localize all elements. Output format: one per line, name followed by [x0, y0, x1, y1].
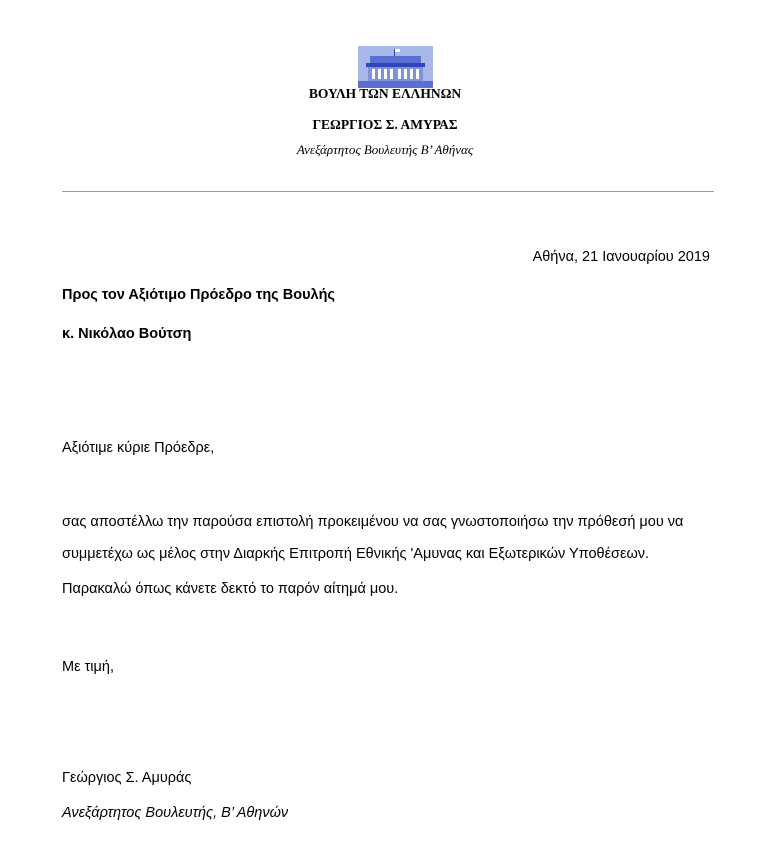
- signature-name: Γεώργιος Σ. Αμυράς: [62, 770, 192, 786]
- parliament-building-logo: [358, 46, 433, 88]
- parliament-name: ΒΟΥΛΗ ΤΩΝ ΕΛΛΗΝΩΝ: [308, 86, 462, 101]
- header-divider: [62, 191, 714, 192]
- closing: Με τιμή,: [62, 659, 114, 675]
- signature-title: Ανεξάρτητος Βουλευτής, Β’ Αθηνών: [62, 805, 289, 821]
- recipient-line-1: Προς τον Αξιότιμο Πρόεδρο της Βουλής: [62, 287, 335, 303]
- body-line-1: σας αποστέλλω την παρούσα επιστολή προκειμένου να σας γνωστοποιήσω την πρόθεσή μου να: [62, 514, 684, 530]
- letter-date: Αθήνα, 21 Ιανουαρίου 2019: [532, 249, 710, 265]
- body-line-3: Παρακαλώ όπως κάνετε δεκτό το παρόν αίτημά μου.: [62, 581, 399, 597]
- body-line-2: συμμετέχω ως μέλος στην Διαρκής Επιτροπή Εθνικής 'Αμυνας και Εξωτερικών Υποθέσεων.: [62, 546, 650, 562]
- mp-name: ΓΕΩΡΓΙΟΣ Σ. ΑΜΥΡΑΣ: [312, 117, 458, 132]
- recipient-line-2: κ. Νικόλαο Βούτση: [62, 326, 192, 342]
- mp-role: Ανεξάρτητος Βουλευτής Β’ Αθήνας: [296, 142, 474, 157]
- salutation: Αξιότιμε κύριε Πρόεδρε,: [62, 440, 215, 456]
